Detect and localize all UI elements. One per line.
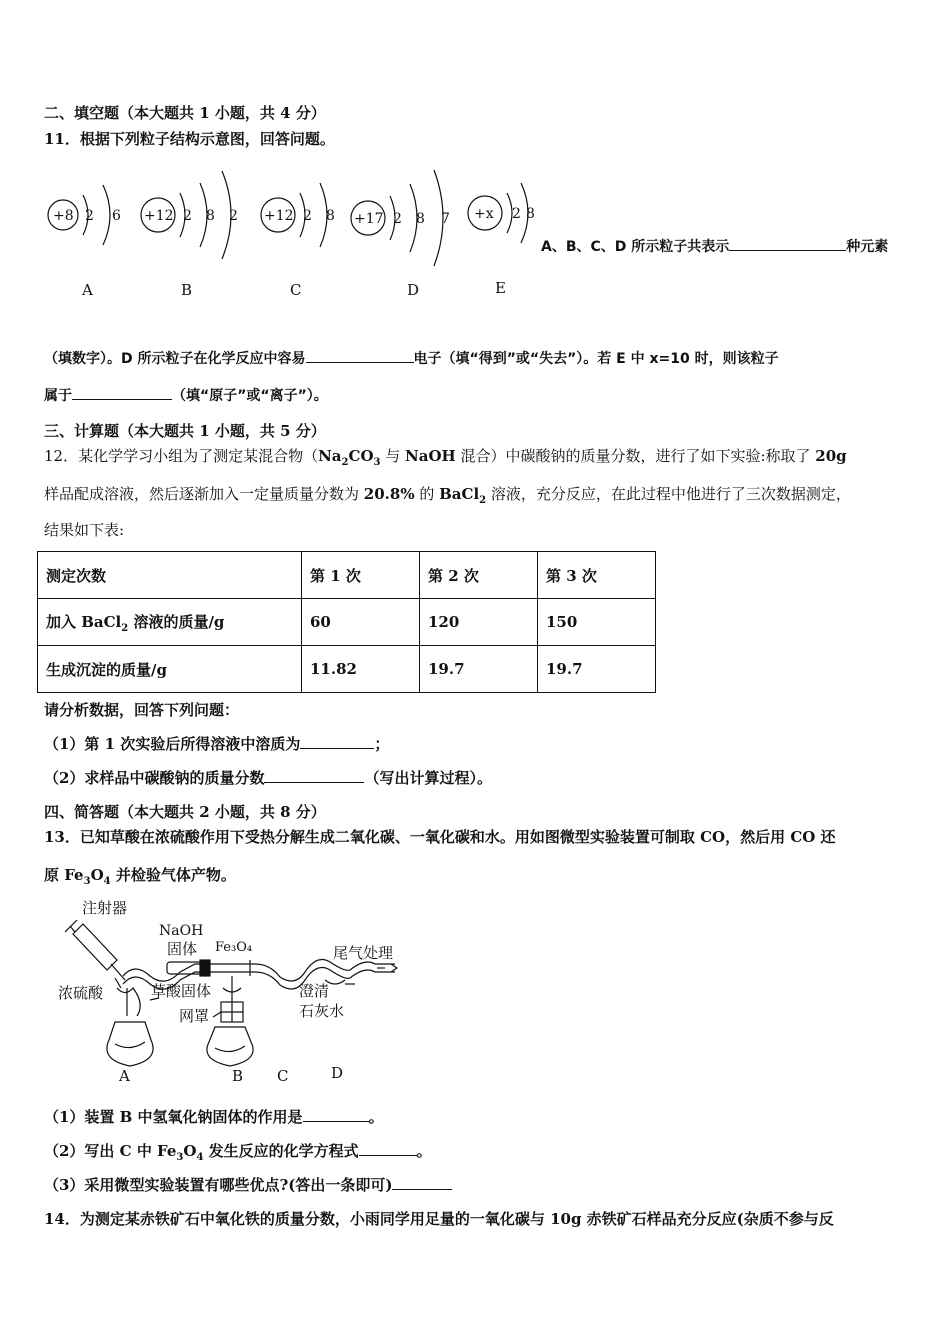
q11-blank-2[interactable] — [306, 348, 414, 363]
atom-C-nucleus: +12 — [264, 208, 294, 224]
q11-line-2 — [44, 348, 779, 368]
q12-formula-na: Na — [318, 447, 342, 465]
q11-line-1-text-a: A、B、C、D 所示粒子共表示 — [541, 239, 730, 255]
q12-blank-1[interactable] — [300, 734, 374, 749]
q12-ask: 请分析数据，回答下列问题： — [44, 701, 240, 719]
q12-line-1-mid: 与 — [380, 447, 406, 465]
label-exhaust: 尾气处理 — [333, 944, 394, 962]
table-row-label: 生成沉淀的质量/g — [38, 646, 302, 693]
atom-E-label: E — [495, 279, 506, 297]
atom-E-shell-1: 2 — [512, 206, 521, 222]
label-syringe: 注射器 — [82, 899, 128, 917]
q12-line-2 — [44, 483, 851, 506]
syringe-drawing — [65, 920, 125, 980]
glass-tube — [123, 960, 395, 982]
table-row — [38, 599, 656, 646]
atom-B-shell-3: 2 — [229, 208, 238, 224]
q11-line-1-text-b: 种元素 — [846, 239, 889, 255]
q13-blank-3[interactable] — [392, 1175, 452, 1190]
q12-percent: 20.8% — [363, 485, 415, 503]
atom-D-label: D — [407, 281, 420, 299]
label-clear: 澄清 — [299, 982, 330, 1000]
atom-B-shell-2: 8 — [206, 208, 215, 224]
q13-part-1: （1）装置 B 中氢氧化钠固体的作用是 。 — [44, 1108, 384, 1126]
label-gauze: 网罩 — [179, 1007, 210, 1025]
atom-C-shell-1: 2 — [303, 208, 312, 224]
table-row-label: 加入 BaCl$_2$ 溶液的质量/g — [38, 599, 302, 646]
label-A: A — [119, 1067, 130, 1085]
q12-formula-sub-3: 2 — [479, 495, 487, 506]
q11-line-1 — [541, 236, 888, 256]
particle-structure-diagrams — [30, 158, 550, 308]
q11-line-3-text-a: 属于 — [44, 388, 72, 404]
atom-B-label: B — [181, 281, 193, 299]
label-naoh: NaOH — [159, 923, 204, 939]
q12-formula-bacl: BaCl — [439, 485, 480, 503]
table-header-cell: 第 3 次 — [538, 552, 656, 599]
rubber-stopper — [200, 960, 210, 976]
section-4-title: 四、简答题（本大题共 2 小题，共 8 分） — [44, 803, 326, 821]
flame-A — [117, 988, 140, 1016]
table-row — [38, 552, 656, 599]
label-C: C — [277, 1067, 289, 1085]
q11-line-2-text-b: 电子（填“得到”或“失去”）。若 E 中 x=10 时，则该粒子 — [413, 351, 779, 367]
q11-blank-3[interactable] — [72, 385, 172, 400]
q13-line-1: 13．已知草酸在浓硫酸作用下受热分解生成二氧化碳、一氧化碳和水。用如图微型实验装置可制取 CO，然后用 CO 还 — [44, 828, 836, 846]
section-3-title: 三、计算题（本大题共 1 小题，共 5 分） — [44, 422, 326, 440]
q12-line-1-b: 混合）中碳酸钠的质量分数，进行了如下实验:称取了 — [455, 447, 816, 465]
q12-part-1 — [44, 733, 389, 754]
q12-line-1 — [44, 445, 847, 468]
atom-E-nucleus: +x — [474, 206, 494, 222]
q13-part-2: （2）写出 C 中 $Fe_3O_4$ 发生反应的化学方程式 。 — [44, 1142, 432, 1163]
q12-mass: 20g — [815, 447, 847, 465]
q14-line-1: 14．为测定某赤铁矿石中氧化铁的质量分数，小雨同学用足量的一氧化碳与 10g 赤铁矿石样品充分反应(杂质不参与反 — [44, 1210, 834, 1228]
q12-part-2-end: （写出计算过程）。 — [364, 769, 492, 787]
table-cell: 11.82 — [302, 646, 420, 693]
q13-part-3: （3）采用微型实验装置有哪些优点?(答出一条即可) — [44, 1174, 452, 1195]
q12-part-2-text: （2）求样品中碳酸钠的质量分数 — [44, 769, 265, 787]
atom-C-label: C — [290, 281, 302, 299]
q13-blank-2[interactable] — [359, 1141, 417, 1156]
atom-A-shell-2: 6 — [112, 208, 121, 224]
q12-formula-co: CO — [348, 447, 374, 465]
atom-E-shell-2: 8 — [526, 206, 535, 222]
q12-line-1-a: 12．某化学学习小组为了测定某混合物（ — [44, 447, 319, 465]
table-header-cell: 第 1 次 — [302, 552, 420, 599]
table-cell: 19.7 — [420, 646, 538, 693]
alcohol-burner-C — [207, 1027, 253, 1066]
label-D: D — [331, 1064, 344, 1082]
label-solid: 固体 — [167, 940, 198, 958]
q13-blank-1[interactable] — [303, 1107, 369, 1122]
label-fe3o4: Fe₃O₄ — [215, 940, 253, 955]
atom-D-shell-3: 7 — [441, 211, 450, 227]
label-B: B — [232, 1067, 244, 1085]
label-limewater: 石灰水 — [299, 1002, 345, 1020]
q12-formula-naoh: NaOH — [405, 447, 456, 465]
q12-part-2 — [44, 767, 492, 788]
measurement-table — [37, 551, 656, 693]
atom-B-shell-1: 2 — [183, 208, 192, 224]
atom-A-nucleus: +8 — [53, 208, 74, 224]
q12-line-2-b: 的 — [414, 485, 440, 503]
atom-D-shell-2: 8 — [416, 211, 425, 227]
table-header-cell: 测定次数 — [38, 552, 302, 599]
table-cell: 60 — [302, 599, 420, 646]
atom-B-nucleus: +12 — [144, 208, 174, 224]
q12-line-2-c: 溶液，充分反应，在此过程中他进行了三次数据测定， — [486, 485, 851, 503]
atom-A-shell-1: 2 — [85, 208, 94, 224]
q11-line-3-text-b: （填“原子”或“离子”）。 — [172, 388, 328, 404]
atom-D-nucleus: +17 — [354, 211, 384, 227]
q11-line-2-text-a: （填数字）。D 所示粒子在化学反应中容易 — [44, 351, 306, 367]
q12-formula-sub-2: 3 — [373, 457, 381, 468]
q12-part-1-end: ； — [374, 735, 390, 753]
atom-A-label: A — [82, 281, 93, 299]
table-header-cell: 第 2 次 — [420, 552, 538, 599]
q12-line-2-a: 样品配成溶液，然后逐渐加入一定量质量分数为 — [44, 485, 364, 503]
table-cell: 120 — [420, 599, 538, 646]
label-sulfuric-acid: 浓硫酸 — [58, 984, 104, 1002]
q12-part-1-text: （1）第 1 次实验后所得溶液中溶质为 — [44, 735, 301, 753]
q12-line-3: 结果如下表: — [44, 521, 125, 539]
question-11-stem: 11．根据下列粒子结构示意图，回答问题。 — [44, 130, 335, 148]
label-oxalic-acid: 草酸固体 — [151, 982, 212, 1000]
table-row — [38, 646, 656, 693]
alcohol-burner-A — [107, 1022, 153, 1066]
q12-formula-sub-1: 2 — [341, 457, 349, 468]
q12-blank-2[interactable] — [264, 768, 364, 783]
table-cell: 19.7 — [538, 646, 656, 693]
apparatus-figure — [55, 892, 425, 1092]
section-2-title: 二、填空题（本大题共 1 小题，共 4 分） — [44, 104, 326, 122]
q13-line-2: 原 $Fe_3O_4$ 并检验气体产物。 — [44, 866, 236, 887]
atom-C-shell-2: 8 — [326, 208, 335, 224]
table-cell: 150 — [538, 599, 656, 646]
q11-line-3 — [44, 385, 328, 405]
atom-D-shell-1: 2 — [393, 211, 402, 227]
q11-blank-1[interactable] — [729, 236, 846, 251]
